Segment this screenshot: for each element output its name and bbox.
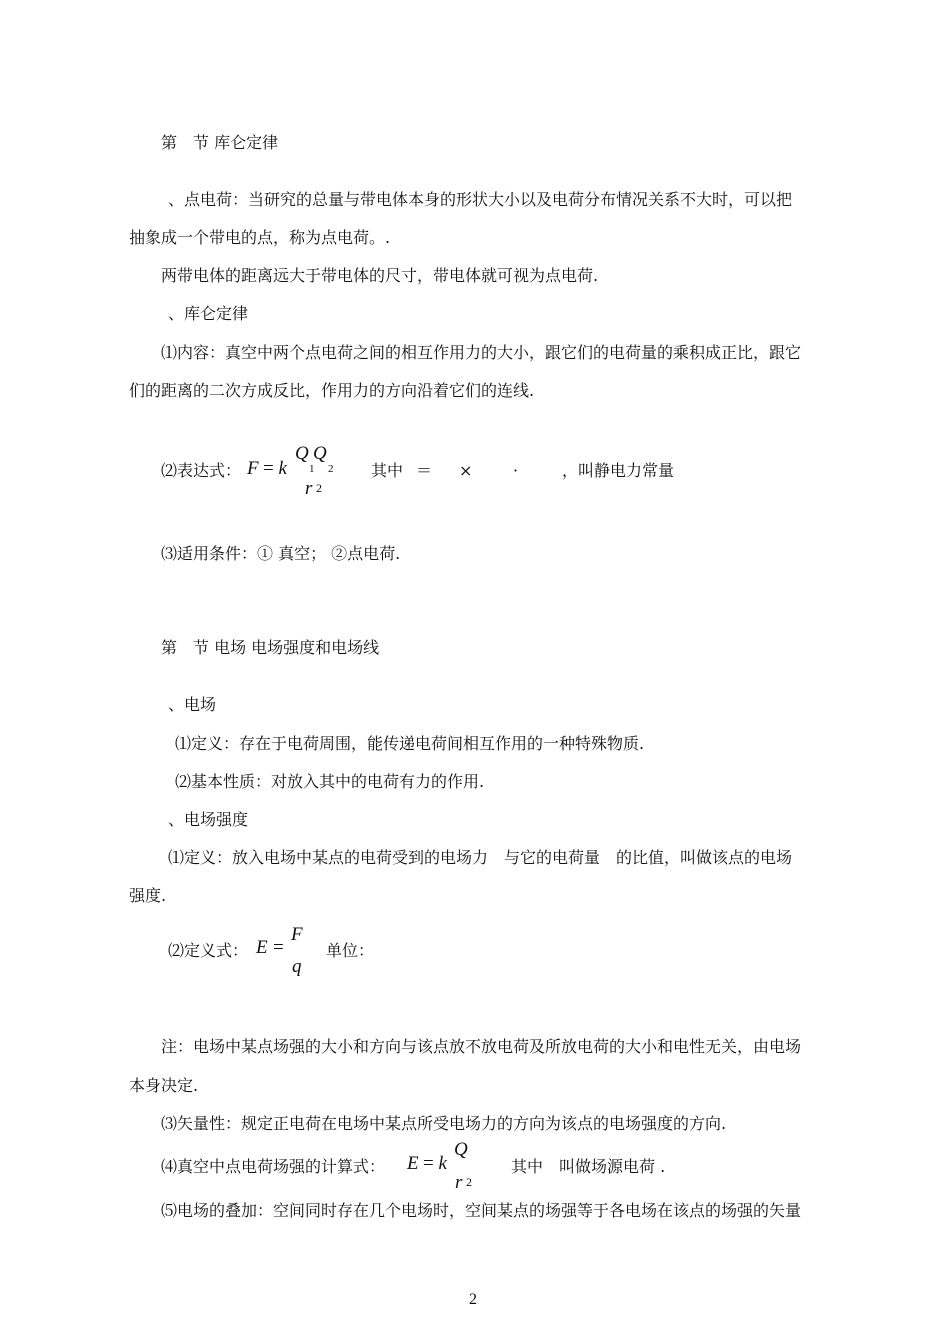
formula-sub2: 2 [328, 463, 334, 475]
formula-r2-square: 2 [466, 1175, 472, 1189]
formula-F-numerator: F [291, 924, 303, 945]
formula-r-square: 2 [316, 481, 322, 495]
coulomb-law-heading: 、库仑定律 [168, 304, 249, 323]
formula-times-sign: × [459, 461, 473, 480]
strength-formula-label: ⑵定义式： [168, 941, 249, 960]
formula-r2: r [455, 1172, 463, 1193]
formula-eq-k: = k [263, 458, 287, 479]
formula-equals: = [273, 937, 284, 958]
formula-dot-sign: · [513, 461, 519, 480]
formula-E: E [256, 937, 268, 958]
vector-property: ⑶矢量性：规定正电荷在电场中某点所受电场力的方向为该点的电场强度的方向. [161, 1114, 727, 1133]
law-conditions: ⑶适用条件：① 真空； ②点电荷. [161, 544, 401, 563]
section-title-coulomb: 第 节 库仑定律 [161, 133, 279, 152]
strength-definition-line1: ⑴定义：放入电场中某点的电荷受到的电场力 与它的电荷量 的比值，叫做该点的电场 [168, 848, 793, 867]
law-content-line1: ⑴内容：真空中两个点电荷之间的相互作用力的大小，跟它们的电荷量的乘积成正比，跟它 [161, 343, 802, 362]
page-number: 2 [469, 1291, 477, 1308]
formula-Q-source: Q [454, 1139, 468, 1160]
formula-E2: E [407, 1153, 419, 1174]
formula-sub1: 1 [309, 463, 315, 475]
law-content-line2: 们的距离的二次方成反比，作用力的方向沿着它们的连线. [129, 381, 535, 400]
field-property: ⑵基本性质：对放入其中的电荷有力的作用. [175, 772, 485, 791]
point-charge-field-label: ⑷真空中点电荷场强的计算式： [161, 1157, 386, 1176]
superposition-line: ⑸电场的叠加：空间同时存在几个电场时，空间某点的场强等于各电场在该点的场强的矢量 [161, 1201, 802, 1220]
section-title-electric-field: 第 节 电场 电场强度和电场线 [161, 638, 380, 657]
point-charge-condition: 两带电体的距离远大于带电体的尺寸，带电体就可视为点电荷. [161, 266, 599, 285]
formula-qizhong: 其中 [371, 461, 404, 480]
formula-Q2: Q [313, 443, 327, 464]
field-heading: 、电场 [168, 695, 217, 714]
strength-definition-line2: 强度. [129, 886, 167, 905]
formula-equals-sign: ＝ [416, 461, 433, 480]
formula-r: r [305, 478, 313, 499]
source-charge-note: 其中 叫做场源电荷 . [511, 1157, 666, 1176]
coulomb-constant-note: ，叫静电力常量 [562, 461, 675, 480]
point-charge-line1: 、点电荷：当研究的总量与带电体本身的形状大小以及电荷分布情况关系不大时，可以把 [168, 190, 793, 209]
point-charge-line2: 抽象成一个带电的点，称为点电荷。. [129, 228, 391, 247]
formula-q-denominator: q [292, 956, 302, 977]
strength-unit: 单位： [326, 941, 375, 960]
law-expression-label: ⑵表达式： [161, 461, 242, 480]
note-line1: 注：电场中某点场强的大小和方向与该点放不放电荷及所放电荷的大小和电性无关，由电场 [161, 1037, 802, 1056]
formula-eq-k2: = k [423, 1153, 447, 1174]
note-line2: 本身决定. [129, 1076, 199, 1095]
field-definition: ⑴定义：存在于电荷周围，能传递电荷间相互作用的一种特殊物质. [175, 734, 645, 753]
formula-Q1: Q [295, 443, 309, 464]
field-strength-heading: 、电场强度 [168, 810, 249, 829]
formula-F: F [247, 458, 259, 479]
